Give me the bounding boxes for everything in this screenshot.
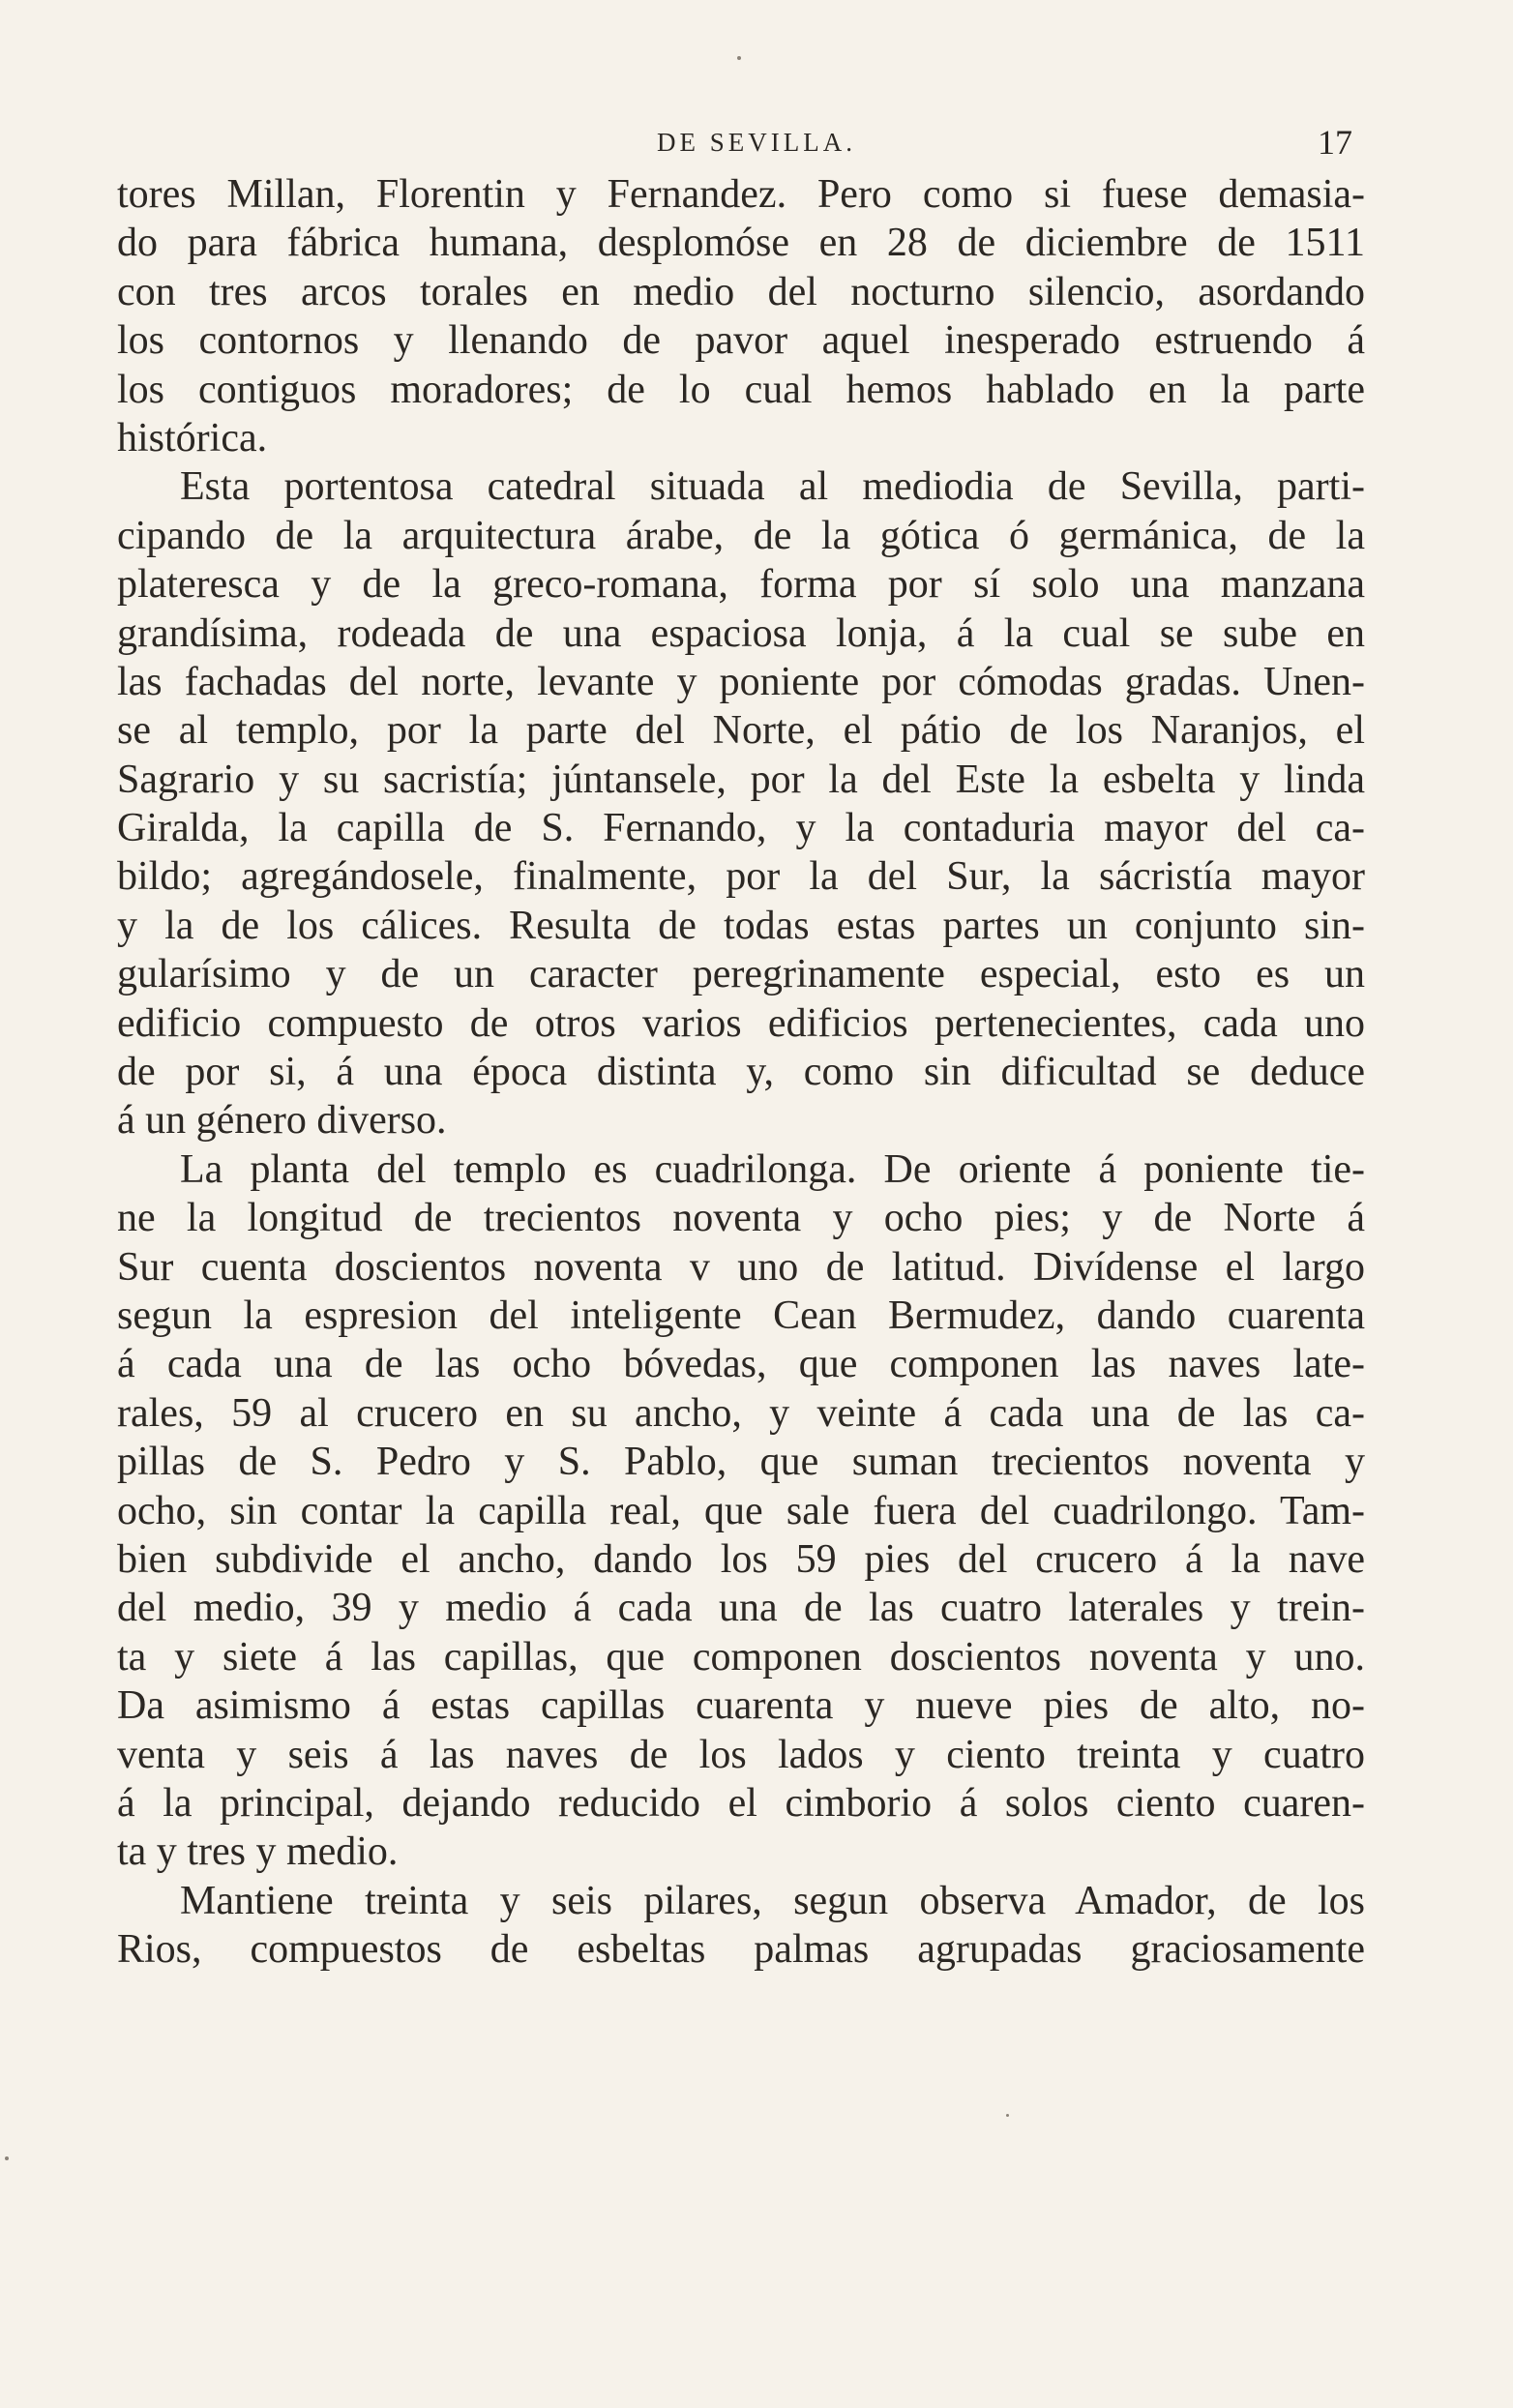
text-line: plateresca y de la greco-romana, forma por sí solo una manzana bbox=[117, 562, 1365, 608]
text-line: ta y siete á las capillas, que componen doscientos noventa y uno. bbox=[117, 1634, 1365, 1680]
text-line: do para fábrica humana, desplomóse en 28 de diciembre de 1511 bbox=[117, 221, 1365, 266]
text-line: Da asimismo á estas capillas cuarenta y nueve pies de alto, no- bbox=[117, 1683, 1365, 1729]
text-line: bien subdivide el ancho, dando los 59 pies del crucero á la nave bbox=[117, 1536, 1365, 1582]
text-line: Mantiene treinta y seis pilares, segun observa Amador, de los bbox=[180, 1878, 1365, 1923]
text-line: Rios, compuestos de esbeltas palmas agrupadas graciosamente bbox=[117, 1927, 1365, 1973]
text-line: tores Millan, Florentin y Fernandez. Pero como si fuese demasia- bbox=[117, 172, 1365, 217]
text-line: La planta del templo es cuadrilonga. De oriente á poniente tie- bbox=[180, 1146, 1365, 1192]
text-line: cipando de la arquitectura árabe, de la gótica ó germánica, de la bbox=[117, 513, 1365, 558]
text-line: gularísimo y de un caracter peregrinamente especial, esto es un bbox=[117, 952, 1365, 997]
text-line: venta y seis á las naves de los lados y ciento treinta y cuatro bbox=[117, 1732, 1365, 1777]
text-line: y la de los cálices. Resulta de todas estas partes un conjunto sin- bbox=[117, 903, 1365, 948]
page-header bbox=[0, 123, 1513, 166]
text-line: á cada una de las ocho bóvedas, que componen las naves late- bbox=[117, 1342, 1365, 1387]
text-line: edificio compuesto de otros varios edificios pertenecientes, cada uno bbox=[117, 1000, 1365, 1046]
paper-speck bbox=[1006, 2114, 1009, 2117]
running-head: DE SEVILLA. bbox=[657, 128, 856, 157]
text-line: grandísima, rodeada de una espaciosa lonja, á la cual se sube en bbox=[117, 610, 1365, 656]
paper-speck bbox=[5, 2156, 9, 2160]
text-line: los contiguos moradores; de lo cual hemos hablado en la parte bbox=[117, 367, 1365, 412]
paper-speck bbox=[737, 56, 741, 60]
text-line: Sur cuenta doscientos noventa v uno de latitud. Divídense el largo bbox=[117, 1244, 1365, 1290]
text-line: rales, 59 al crucero en su ancho, y veinte á cada una de las ca- bbox=[117, 1390, 1365, 1436]
text-line: histórica. bbox=[117, 415, 268, 461]
text-line: Esta portentosa catedral situada al mediodia de Sevilla, parti- bbox=[180, 464, 1365, 510]
text-line: segun la espresion del inteligente Cean Bermudez, dando cuarenta bbox=[117, 1293, 1365, 1338]
text-line: ta y tres y medio. bbox=[117, 1829, 399, 1875]
page-number: 17 bbox=[1318, 123, 1352, 162]
text-line: Sagrario y su sacristía; júntansele, por la del Este la esbelta y linda bbox=[117, 757, 1365, 802]
text-line: ocho, sin contar la capilla real, que sale fuera del cuadrilongo. Tam- bbox=[117, 1488, 1365, 1533]
text-line: ne la longitud de trecientos noventa y ocho pies; y de Norte á bbox=[117, 1196, 1365, 1241]
text-line: á la principal, dejando reducido el cimborio á solos ciento cuaren- bbox=[117, 1780, 1365, 1826]
text-line: las fachadas del norte, levante y poniente por cómodas gradas. Unen- bbox=[117, 659, 1365, 704]
text-line: bildo; agregándosele, finalmente, por la del Sur, la sácristía mayor bbox=[117, 854, 1365, 900]
text-line: con tres arcos torales en medio del nocturno silencio, asordando bbox=[117, 269, 1365, 314]
text-line: los contornos y llenando de pavor aquel inesperado estruendo á bbox=[117, 318, 1365, 364]
text-line: á un género diverso. bbox=[117, 1098, 447, 1144]
text-line: de por si, á una época distinta y, como sin dificultad se deduce bbox=[117, 1050, 1365, 1095]
text-line: pillas de S. Pedro y S. Pablo, que suman trecientos noventa y bbox=[117, 1440, 1365, 1485]
text-line: Giralda, la capilla de S. Fernando, y la contaduria mayor del ca- bbox=[117, 806, 1365, 851]
body-text bbox=[117, 170, 1365, 1974]
text-line: del medio, 39 y medio á cada una de las cuatro laterales y trein- bbox=[117, 1586, 1365, 1631]
text-line: se al templo, por la parte del Norte, el pátio de los Naranjos, el bbox=[117, 708, 1365, 754]
